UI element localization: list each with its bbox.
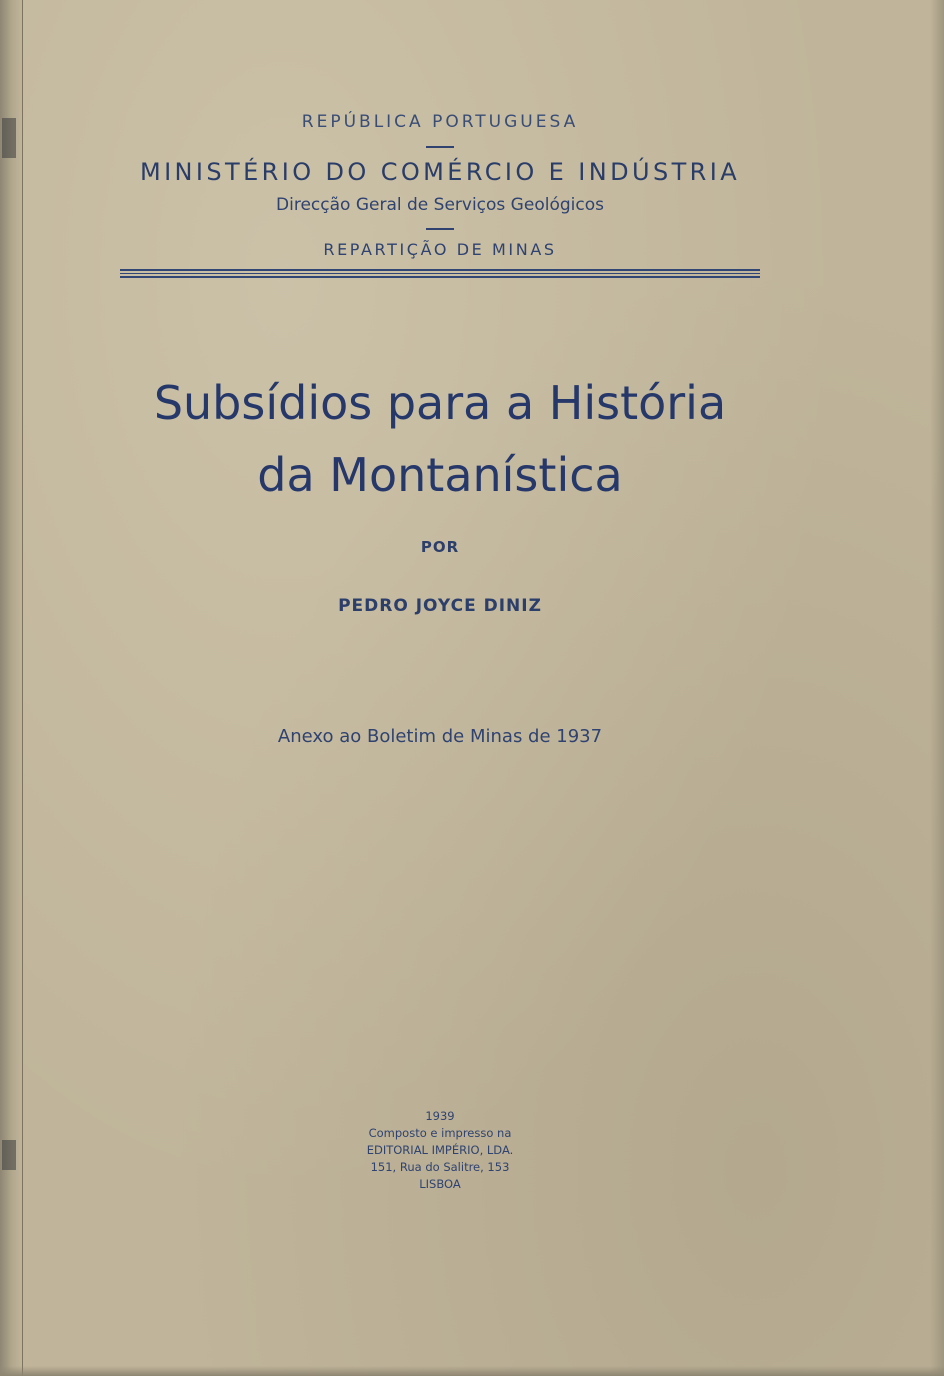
heading-dash bbox=[426, 146, 454, 148]
imprint-city: LISBOA bbox=[419, 1177, 461, 1191]
book-title-line-1: Subsídios para a História bbox=[153, 376, 727, 430]
spine-label-mark bbox=[2, 1140, 16, 1170]
department-heading: REPARTIÇÃO DE MINAS bbox=[323, 240, 557, 259]
by-label: POR bbox=[420, 538, 460, 556]
header-rule-inner bbox=[120, 273, 760, 274]
page-edge-bottom bbox=[0, 1366, 944, 1376]
annex-note: Anexo ao Boletim de Minas de 1937 bbox=[277, 726, 603, 747]
imprint-printer-line: Composto e impresso na bbox=[368, 1126, 512, 1140]
imprint-publisher: EDITORIAL IMPÉRIO, LDA. bbox=[366, 1143, 514, 1157]
spine-label-mark bbox=[2, 118, 16, 158]
heading-dash bbox=[426, 228, 454, 230]
directorate-heading: Direcção Geral de Serviços Geológicos bbox=[276, 195, 604, 215]
author-name: PEDRO JOYCE DINIZ bbox=[338, 596, 542, 616]
page-edge-right bbox=[930, 0, 944, 1376]
imprint-year: 1939 bbox=[425, 1109, 455, 1123]
ministry-heading: MINISTÉRIO DO COMÉRCIO E INDÚSTRIA bbox=[139, 158, 741, 186]
imprint-block bbox=[320, 1108, 560, 1193]
republic-heading: REPÚBLICA PORTUGUESA bbox=[301, 112, 579, 132]
book-title-line-2: da Montanística bbox=[257, 448, 623, 502]
header-rule bbox=[120, 269, 760, 278]
imprint-address: 151, Rua do Salitre, 153 bbox=[370, 1160, 510, 1174]
